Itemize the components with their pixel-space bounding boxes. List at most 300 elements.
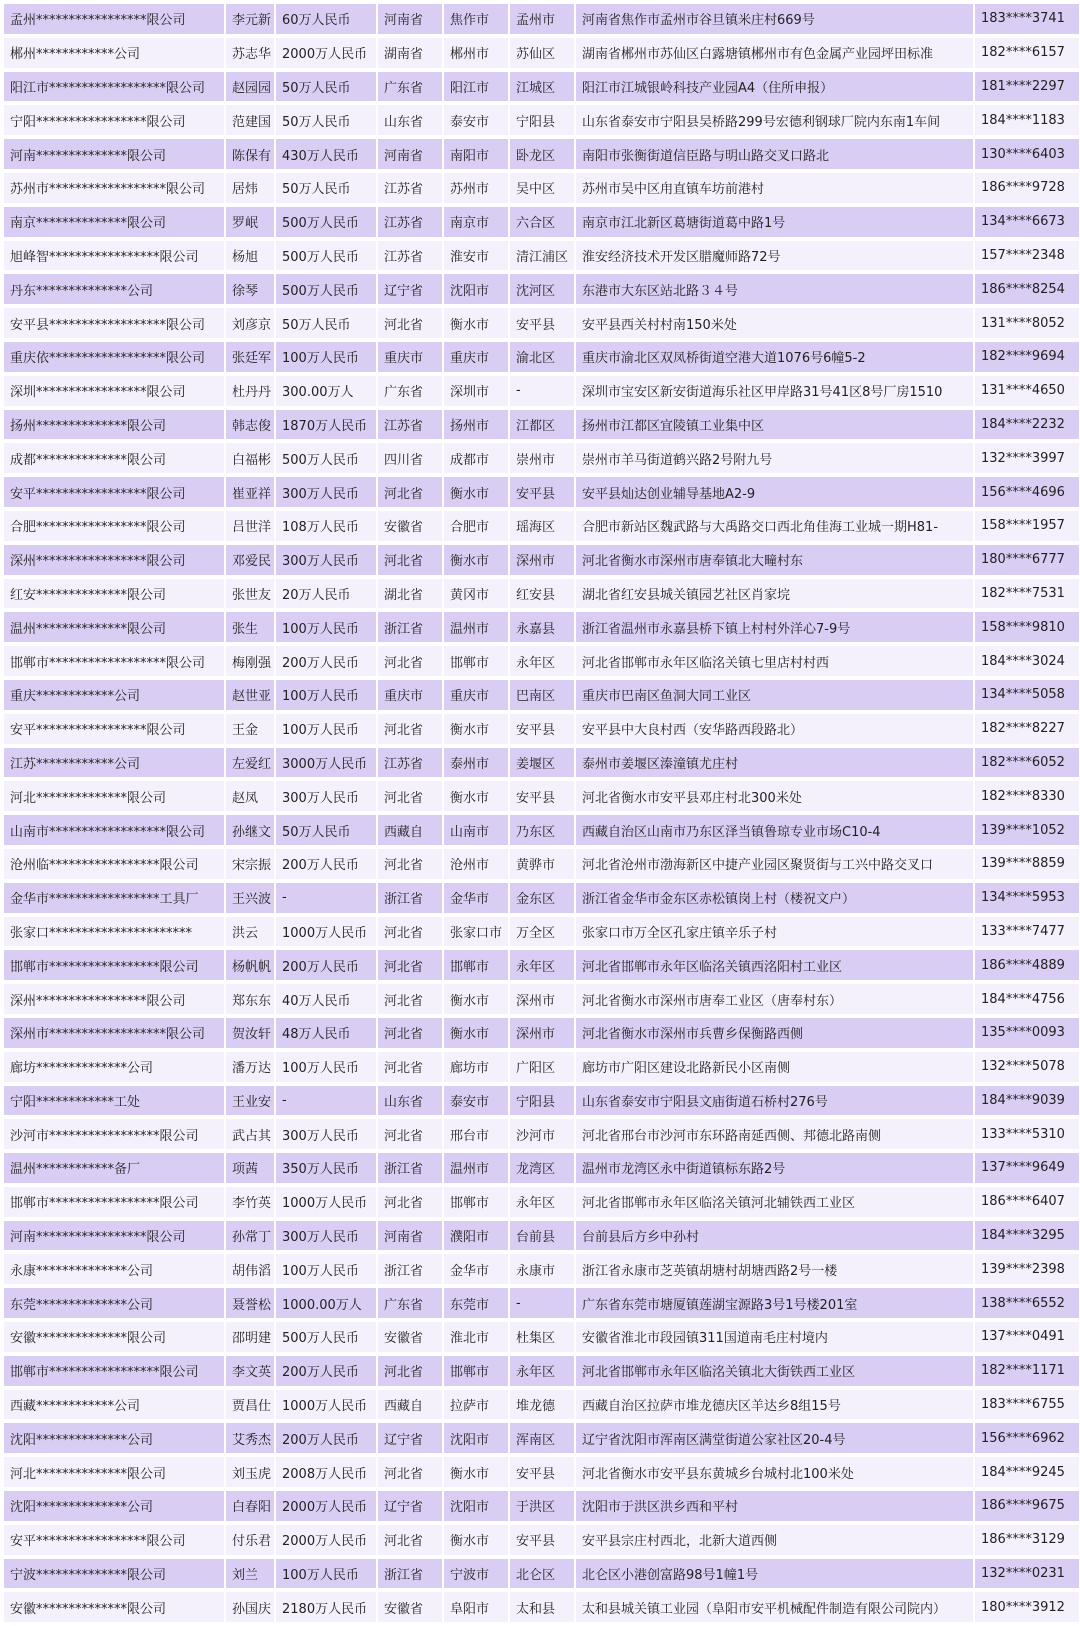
address-cell: 南阳市张衡街道信臣路与明山路交叉口路北 (576, 139, 973, 169)
table-row (4, 1322, 1079, 1352)
registered-capital-cell: 108万人民币 (276, 511, 376, 541)
address-cell: 河北省衡水市深州市唐奉镇北大疃村东 (576, 545, 973, 575)
phone-cell: 182****1171 (975, 1356, 1079, 1386)
province-cell: 江苏省 (378, 207, 442, 237)
address-cell: 河北省衡水市深州市唐奉工业区（唐奉村东） (576, 984, 973, 1014)
province-cell: 重庆市 (378, 680, 442, 710)
province-cell: 江苏省 (378, 241, 442, 271)
province-cell: 河北省 (378, 1018, 442, 1048)
table-row (4, 308, 1079, 338)
address-cell: 台前县后方乡中孙村 (576, 1221, 973, 1251)
table-row (4, 410, 1079, 440)
registered-capital-cell: 50万人民币 (276, 173, 376, 203)
city-cell: 成都市 (444, 443, 508, 473)
phone-cell: 182****8330 (975, 781, 1079, 811)
district-cell: 永年区 (510, 1356, 574, 1386)
city-cell: 合肥市 (444, 511, 508, 541)
table-row (4, 1592, 1079, 1622)
city-cell: 张家口市 (444, 917, 508, 947)
phone-cell: 182****6052 (975, 748, 1079, 778)
district-cell: 堆龙德 (510, 1390, 574, 1420)
district-cell: 姜堰区 (510, 748, 574, 778)
company-name-cell: 邯郸市******************限公司 (4, 646, 224, 676)
company-name-cell: 沈阳**************公司 (4, 1491, 224, 1521)
company-name-cell: 苏州市******************限公司 (4, 173, 224, 203)
city-cell: 沈阳市 (444, 1491, 508, 1521)
contact-name-cell: 聂誉松 (226, 1288, 274, 1318)
company-name-cell: 深圳*****************限公司 (4, 376, 224, 406)
province-cell: 西藏自 (378, 815, 442, 845)
table-row (4, 105, 1079, 135)
phone-cell: 156****6962 (975, 1423, 1079, 1453)
province-cell: 广东省 (378, 1288, 442, 1318)
phone-cell: 182****8227 (975, 714, 1079, 744)
table-row (4, 781, 1079, 811)
registered-capital-cell: 300万人民币 (276, 1119, 376, 1149)
phone-cell: 131****4650 (975, 376, 1079, 406)
phone-cell: 139****2398 (975, 1254, 1079, 1284)
city-cell: 沧州市 (444, 849, 508, 879)
registered-capital-cell: 300万人民币 (276, 1221, 376, 1251)
contact-name-cell: 孙继文 (226, 815, 274, 845)
table-row (4, 139, 1079, 169)
registered-capital-cell: 1000.00万人 (276, 1288, 376, 1318)
city-cell: 东莞市 (444, 1288, 508, 1318)
phone-cell: 132****0231 (975, 1559, 1079, 1589)
contact-name-cell: 杨帆帆 (226, 950, 274, 980)
address-cell: 西藏自治区山南市乃东区泽当镇鲁琼专业市场C10-4 (576, 815, 973, 845)
province-cell: 辽宁省 (378, 1491, 442, 1521)
district-cell: 红安县 (510, 579, 574, 609)
address-cell: 湖北省红安县城关镇园艺社区肖家垸 (576, 579, 973, 609)
address-cell: 安平县宗庄村西北，北新大道西侧 (576, 1525, 973, 1555)
district-cell: 深州市 (510, 1018, 574, 1048)
province-cell: 安徽省 (378, 511, 442, 541)
registered-capital-cell: 1000万人民币 (276, 1187, 376, 1217)
registered-capital-cell: 50万人民币 (276, 308, 376, 338)
registered-capital-cell: 3000万人民币 (276, 748, 376, 778)
district-cell: 安平县 (510, 477, 574, 507)
phone-cell: 132****5078 (975, 1052, 1079, 1082)
city-cell: 重庆市 (444, 680, 508, 710)
table-row (4, 38, 1079, 68)
contact-name-cell: 张世友 (226, 579, 274, 609)
address-cell: 淮安经济技术开发区腊魔师路72号 (576, 241, 973, 271)
district-cell: 六合区 (510, 207, 574, 237)
province-cell: 辽宁省 (378, 1423, 442, 1453)
company-name-cell: 宁阳************工处 (4, 1086, 224, 1116)
city-cell: 衡水市 (444, 984, 508, 1014)
address-cell: 崇州市羊马街道鹤兴路2号附九号 (576, 443, 973, 473)
registered-capital-cell: 350万人民币 (276, 1153, 376, 1183)
address-cell: 河北省邯郸市永年区临洺关镇西洺阳村工业区 (576, 950, 973, 980)
province-cell: 浙江省 (378, 1559, 442, 1589)
address-cell: 安徽省淮北市段园镇311国道南毛庄村境内 (576, 1322, 973, 1352)
table-row (4, 241, 1079, 271)
contact-name-cell: 梅刚强 (226, 646, 274, 676)
city-cell: 衡水市 (444, 1018, 508, 1048)
registered-capital-cell: - (276, 1086, 376, 1116)
table-row (4, 1423, 1079, 1453)
contact-name-cell: 王兴波 (226, 883, 274, 913)
province-cell: 西藏自 (378, 1390, 442, 1420)
table-row (4, 748, 1079, 778)
registered-capital-cell: 500万人民币 (276, 207, 376, 237)
contact-name-cell: 李元新 (226, 4, 274, 34)
district-cell: 永年区 (510, 950, 574, 980)
phone-cell: 186****8254 (975, 274, 1079, 304)
table-row (4, 1491, 1079, 1521)
contact-name-cell: 居炜 (226, 173, 274, 203)
phone-cell: 182****7531 (975, 579, 1079, 609)
company-name-cell: 江苏************公司 (4, 748, 224, 778)
table-row (4, 376, 1079, 406)
contact-name-cell: 郑东东 (226, 984, 274, 1014)
table-row (4, 72, 1079, 102)
city-cell: 濮阳市 (444, 1221, 508, 1251)
city-cell: 衡水市 (444, 477, 508, 507)
company-name-cell: 郴州************公司 (4, 38, 224, 68)
address-cell: 重庆市巴南区鱼洞大同工业区 (576, 680, 973, 710)
address-cell: 河北省邯郸市永年区临洺关镇河北辅铁西工业区 (576, 1187, 973, 1217)
table-row (4, 342, 1079, 372)
table-row (4, 612, 1079, 642)
table-row (4, 477, 1079, 507)
registered-capital-cell: 100万人民币 (276, 342, 376, 372)
district-cell: 于洪区 (510, 1491, 574, 1521)
phone-cell: 133****7477 (975, 917, 1079, 947)
contact-name-cell: 王业安 (226, 1086, 274, 1116)
district-cell: 瑶海区 (510, 511, 574, 541)
contact-name-cell: 范建国 (226, 105, 274, 135)
district-cell: 永康市 (510, 1254, 574, 1284)
registered-capital-cell: 200万人民币 (276, 1356, 376, 1386)
province-cell: 广东省 (378, 72, 442, 102)
address-cell: 安平县灿达创业辅导基地A2-9 (576, 477, 973, 507)
address-cell: 河北省邯郸市永年区临洺关镇七里店村村西 (576, 646, 973, 676)
province-cell: 湖北省 (378, 579, 442, 609)
district-cell: 苏仙区 (510, 38, 574, 68)
phone-cell: 186****3129 (975, 1525, 1079, 1555)
contact-name-cell: 李文英 (226, 1356, 274, 1386)
district-cell: 深州市 (510, 984, 574, 1014)
contact-name-cell: 胡伟滔 (226, 1254, 274, 1284)
phone-cell: 134****5058 (975, 680, 1079, 710)
district-cell: 安平县 (510, 781, 574, 811)
contact-name-cell: 赵世亚 (226, 680, 274, 710)
company-name-cell: 旭峰智*****************限公司 (4, 241, 224, 271)
district-cell: 金东区 (510, 883, 574, 913)
district-cell: 安平县 (510, 1525, 574, 1555)
city-cell: 衡水市 (444, 545, 508, 575)
contact-name-cell: 白福彬 (226, 443, 274, 473)
company-name-cell: 深州*****************限公司 (4, 984, 224, 1014)
table-row (4, 1356, 1079, 1386)
registered-capital-cell: 2000万人民币 (276, 1525, 376, 1555)
contact-name-cell: 潘万达 (226, 1052, 274, 1082)
company-name-cell: 邯郸市*****************限公司 (4, 1187, 224, 1217)
city-cell: 郴州市 (444, 38, 508, 68)
province-cell: 河北省 (378, 984, 442, 1014)
address-cell: 浙江省金华市金东区赤松镇岗上村（楼祝文户） (576, 883, 973, 913)
city-cell: 衡水市 (444, 1525, 508, 1555)
district-cell: 渝北区 (510, 342, 574, 372)
registered-capital-cell: 1870万人民币 (276, 410, 376, 440)
table-row (4, 1052, 1079, 1082)
address-cell: 东港市大东区站北路３４号 (576, 274, 973, 304)
phone-cell: 158****1957 (975, 511, 1079, 541)
address-cell: 张家口市万全区孔家庄镇辛乐子村 (576, 917, 973, 947)
district-cell: 永年区 (510, 1187, 574, 1217)
registered-capital-cell: 300万人民币 (276, 781, 376, 811)
company-name-cell: 廊坊**************公司 (4, 1052, 224, 1082)
company-name-cell: 宁阳*****************限公司 (4, 105, 224, 135)
phone-cell: 158****9810 (975, 612, 1079, 642)
phone-cell: 186****4889 (975, 950, 1079, 980)
company-name-cell: 永康**************公司 (4, 1254, 224, 1284)
phone-cell: 139****1052 (975, 815, 1079, 845)
phone-cell: 131****8052 (975, 308, 1079, 338)
district-cell: 乃东区 (510, 815, 574, 845)
address-cell: 湖南省郴州市苏仙区白露塘镇郴州市有色金属产业园坪田标准 (576, 38, 973, 68)
phone-cell: 130****6403 (975, 139, 1079, 169)
registered-capital-cell: 1000万人民币 (276, 1390, 376, 1420)
city-cell: 南京市 (444, 207, 508, 237)
contact-name-cell: 贾昌仕 (226, 1390, 274, 1420)
company-name-cell: 南京**************限公司 (4, 207, 224, 237)
city-cell: 深圳市 (444, 376, 508, 406)
city-cell: 扬州市 (444, 410, 508, 440)
company-name-cell: 深州市******************限公司 (4, 1018, 224, 1048)
district-cell: 巴南区 (510, 680, 574, 710)
registered-capital-cell: 100万人民币 (276, 612, 376, 642)
district-cell: 安平县 (510, 308, 574, 338)
address-cell: 河北省沧州市渤海新区中捷产业园区聚贤街与工兴中路交叉口 (576, 849, 973, 879)
city-cell: 淮北市 (444, 1322, 508, 1352)
city-cell: 阳江市 (444, 72, 508, 102)
district-cell: 沙河市 (510, 1119, 574, 1149)
district-cell: 深州市 (510, 545, 574, 575)
province-cell: 江苏省 (378, 173, 442, 203)
province-cell: 河北省 (378, 545, 442, 575)
contact-name-cell: 张廷军 (226, 342, 274, 372)
table-row (4, 849, 1079, 879)
city-cell: 廊坊市 (444, 1052, 508, 1082)
table-row (4, 1086, 1079, 1116)
table-row (4, 443, 1079, 473)
city-cell: 拉萨市 (444, 1390, 508, 1420)
district-cell: 黄骅市 (510, 849, 574, 879)
address-cell: 沈阳市于洪区洪乡西和平村 (576, 1491, 973, 1521)
table-row (4, 1119, 1079, 1149)
province-cell: 河北省 (378, 1356, 442, 1386)
city-cell: 衡水市 (444, 781, 508, 811)
city-cell: 淮安市 (444, 241, 508, 271)
province-cell: 河北省 (378, 714, 442, 744)
phone-cell: 134****6673 (975, 207, 1079, 237)
phone-cell: 186****9728 (975, 173, 1079, 203)
address-cell: 山东省泰安市宁阳县文庙街道石桥村276号 (576, 1086, 973, 1116)
registered-capital-cell: 200万人民币 (276, 1423, 376, 1453)
registered-capital-cell: 2000万人民币 (276, 38, 376, 68)
phone-cell: 184****3295 (975, 1221, 1079, 1251)
city-cell: 邯郸市 (444, 950, 508, 980)
table-row (4, 1187, 1079, 1217)
province-cell: 河北省 (378, 917, 442, 947)
contact-name-cell: 徐琴 (226, 274, 274, 304)
table-row (4, 1525, 1079, 1555)
company-name-cell: 安平*****************限公司 (4, 714, 224, 744)
registered-capital-cell: 300.00万人 (276, 376, 376, 406)
registered-capital-cell: 500万人民币 (276, 241, 376, 271)
table-row (4, 1221, 1079, 1251)
registered-capital-cell: 2000万人民币 (276, 1491, 376, 1521)
city-cell: 山南市 (444, 815, 508, 845)
contact-name-cell: 韩志俊 (226, 410, 274, 440)
province-cell: 河北省 (378, 1525, 442, 1555)
company-name-cell: 邯郸市*****************限公司 (4, 950, 224, 980)
province-cell: 广东省 (378, 376, 442, 406)
company-name-cell: 河南**************限公司 (4, 139, 224, 169)
city-cell: 邢台市 (444, 1119, 508, 1149)
table-row (4, 545, 1079, 575)
registered-capital-cell: 500万人民币 (276, 1322, 376, 1352)
contact-name-cell: 贺汝轩 (226, 1018, 274, 1048)
address-cell: 扬州市江都区宜陵镇工业集中区 (576, 410, 973, 440)
province-cell: 河南省 (378, 1221, 442, 1251)
registered-capital-cell: 300万人民币 (276, 477, 376, 507)
table-row (4, 950, 1079, 980)
province-cell: 四川省 (378, 443, 442, 473)
address-cell: 辽宁省沈阳市浑南区满堂街道公家社区20-4号 (576, 1423, 973, 1453)
contact-name-cell: 杜丹丹 (226, 376, 274, 406)
company-name-cell: 安平*****************限公司 (4, 477, 224, 507)
table-row (4, 207, 1079, 237)
company-name-cell: 宁波**************限公司 (4, 1559, 224, 1589)
city-cell: 焦作市 (444, 4, 508, 34)
contact-name-cell: 左爱红 (226, 748, 274, 778)
company-name-cell: 成都**************限公司 (4, 443, 224, 473)
address-cell: 河北省邯郸市永年区临洺关镇北大街铁西工业区 (576, 1356, 973, 1386)
contact-name-cell: 刘玉虎 (226, 1457, 274, 1487)
phone-cell: 184****4756 (975, 984, 1079, 1014)
phone-cell: 182****6157 (975, 38, 1079, 68)
province-cell: 河北省 (378, 1119, 442, 1149)
district-cell: 台前县 (510, 1221, 574, 1251)
address-cell: 泰州市姜堰区溱潼镇尤庄村 (576, 748, 973, 778)
province-cell: 山东省 (378, 1086, 442, 1116)
table-row (4, 511, 1079, 541)
phone-cell: 182****9694 (975, 342, 1079, 372)
province-cell: 江苏省 (378, 410, 442, 440)
province-cell: 安徽省 (378, 1592, 442, 1622)
registered-capital-cell: 500万人民币 (276, 443, 376, 473)
contact-name-cell: 王金 (226, 714, 274, 744)
phone-cell: 133****5310 (975, 1119, 1079, 1149)
province-cell: 河北省 (378, 308, 442, 338)
province-cell: 河北省 (378, 477, 442, 507)
contact-name-cell: 宋宗振 (226, 849, 274, 879)
address-cell: 河北省衡水市安平县邓庄村北300米处 (576, 781, 973, 811)
district-cell: - (510, 376, 574, 406)
city-cell: 衡水市 (444, 308, 508, 338)
province-cell: 河北省 (378, 1457, 442, 1487)
contact-name-cell: 邓爱民 (226, 545, 274, 575)
district-cell: 江都区 (510, 410, 574, 440)
province-cell: 河北省 (378, 1187, 442, 1217)
table-row (4, 815, 1079, 845)
city-cell: 重庆市 (444, 342, 508, 372)
table-row (4, 680, 1079, 710)
city-cell: 泰州市 (444, 748, 508, 778)
company-table-body (4, 4, 1079, 1622)
contact-name-cell: 刘兰 (226, 1559, 274, 1589)
province-cell: 浙江省 (378, 612, 442, 642)
company-name-cell: 深州*****************限公司 (4, 545, 224, 575)
phone-cell: 183****3741 (975, 4, 1079, 34)
province-cell: 浙江省 (378, 883, 442, 913)
district-cell: 安平县 (510, 1457, 574, 1487)
company-name-cell: 邯郸市*****************限公司 (4, 1356, 224, 1386)
phone-cell: 184****9245 (975, 1457, 1079, 1487)
contact-name-cell: 艾秀杰 (226, 1423, 274, 1453)
city-cell: 邯郸市 (444, 1356, 508, 1386)
address-cell: 安平县中大良村西（安华路西段路北） (576, 714, 973, 744)
registered-capital-cell: 300万人民币 (276, 545, 376, 575)
phone-cell: 183****6755 (975, 1390, 1079, 1420)
address-cell: 北仑区小港创富路98号1幢1号 (576, 1559, 973, 1589)
phone-cell: 184****1183 (975, 105, 1079, 135)
registered-capital-cell: 100万人民币 (276, 714, 376, 744)
city-cell: 泰安市 (444, 1086, 508, 1116)
registered-capital-cell: 200万人民币 (276, 950, 376, 980)
city-cell: 苏州市 (444, 173, 508, 203)
city-cell: 邯郸市 (444, 1187, 508, 1217)
city-cell: 沈阳市 (444, 1423, 508, 1453)
district-cell: 龙湾区 (510, 1153, 574, 1183)
province-cell: 山东省 (378, 105, 442, 135)
company-name-cell: 山南市******************限公司 (4, 815, 224, 845)
registered-capital-cell: 2008万人民币 (276, 1457, 376, 1487)
table-row (4, 1457, 1079, 1487)
address-cell: 河北省衡水市安平县东黄城乡台城村北100米处 (576, 1457, 973, 1487)
table-row (4, 883, 1079, 913)
contact-name-cell: 邵明建 (226, 1322, 274, 1352)
district-cell: 浑南区 (510, 1423, 574, 1453)
registered-capital-cell: 100万人民币 (276, 1254, 376, 1284)
province-cell: 河北省 (378, 950, 442, 980)
address-cell: 浙江省永康市芝英镇胡塘村胡塘西路2号一楼 (576, 1254, 973, 1284)
phone-cell: 134****5953 (975, 883, 1079, 913)
city-cell: 宁波市 (444, 1559, 508, 1589)
city-cell: 金华市 (444, 883, 508, 913)
city-cell: 南阳市 (444, 139, 508, 169)
phone-cell: 137****9649 (975, 1153, 1079, 1183)
phone-cell: 132****3997 (975, 443, 1079, 473)
company-name-cell: 重庆************公司 (4, 680, 224, 710)
city-cell: 阜阳市 (444, 1592, 508, 1622)
province-cell: 湖南省 (378, 38, 442, 68)
contact-name-cell: 陈保有 (226, 139, 274, 169)
company-name-cell: 扬州**************限公司 (4, 410, 224, 440)
registered-capital-cell: 50万人民币 (276, 815, 376, 845)
address-cell: 重庆市渝北区双凤桥街道空港大道1076号6幢5-2 (576, 342, 973, 372)
address-cell: 深圳市宝安区新安街道海乐社区甲岸路31号41区8号厂房1510 (576, 376, 973, 406)
phone-cell: 186****6407 (975, 1187, 1079, 1217)
district-cell: 广阳区 (510, 1052, 574, 1082)
registered-capital-cell: 1000万人民币 (276, 917, 376, 947)
address-cell: 南京市江北新区葛塘街道葛中路1号 (576, 207, 973, 237)
